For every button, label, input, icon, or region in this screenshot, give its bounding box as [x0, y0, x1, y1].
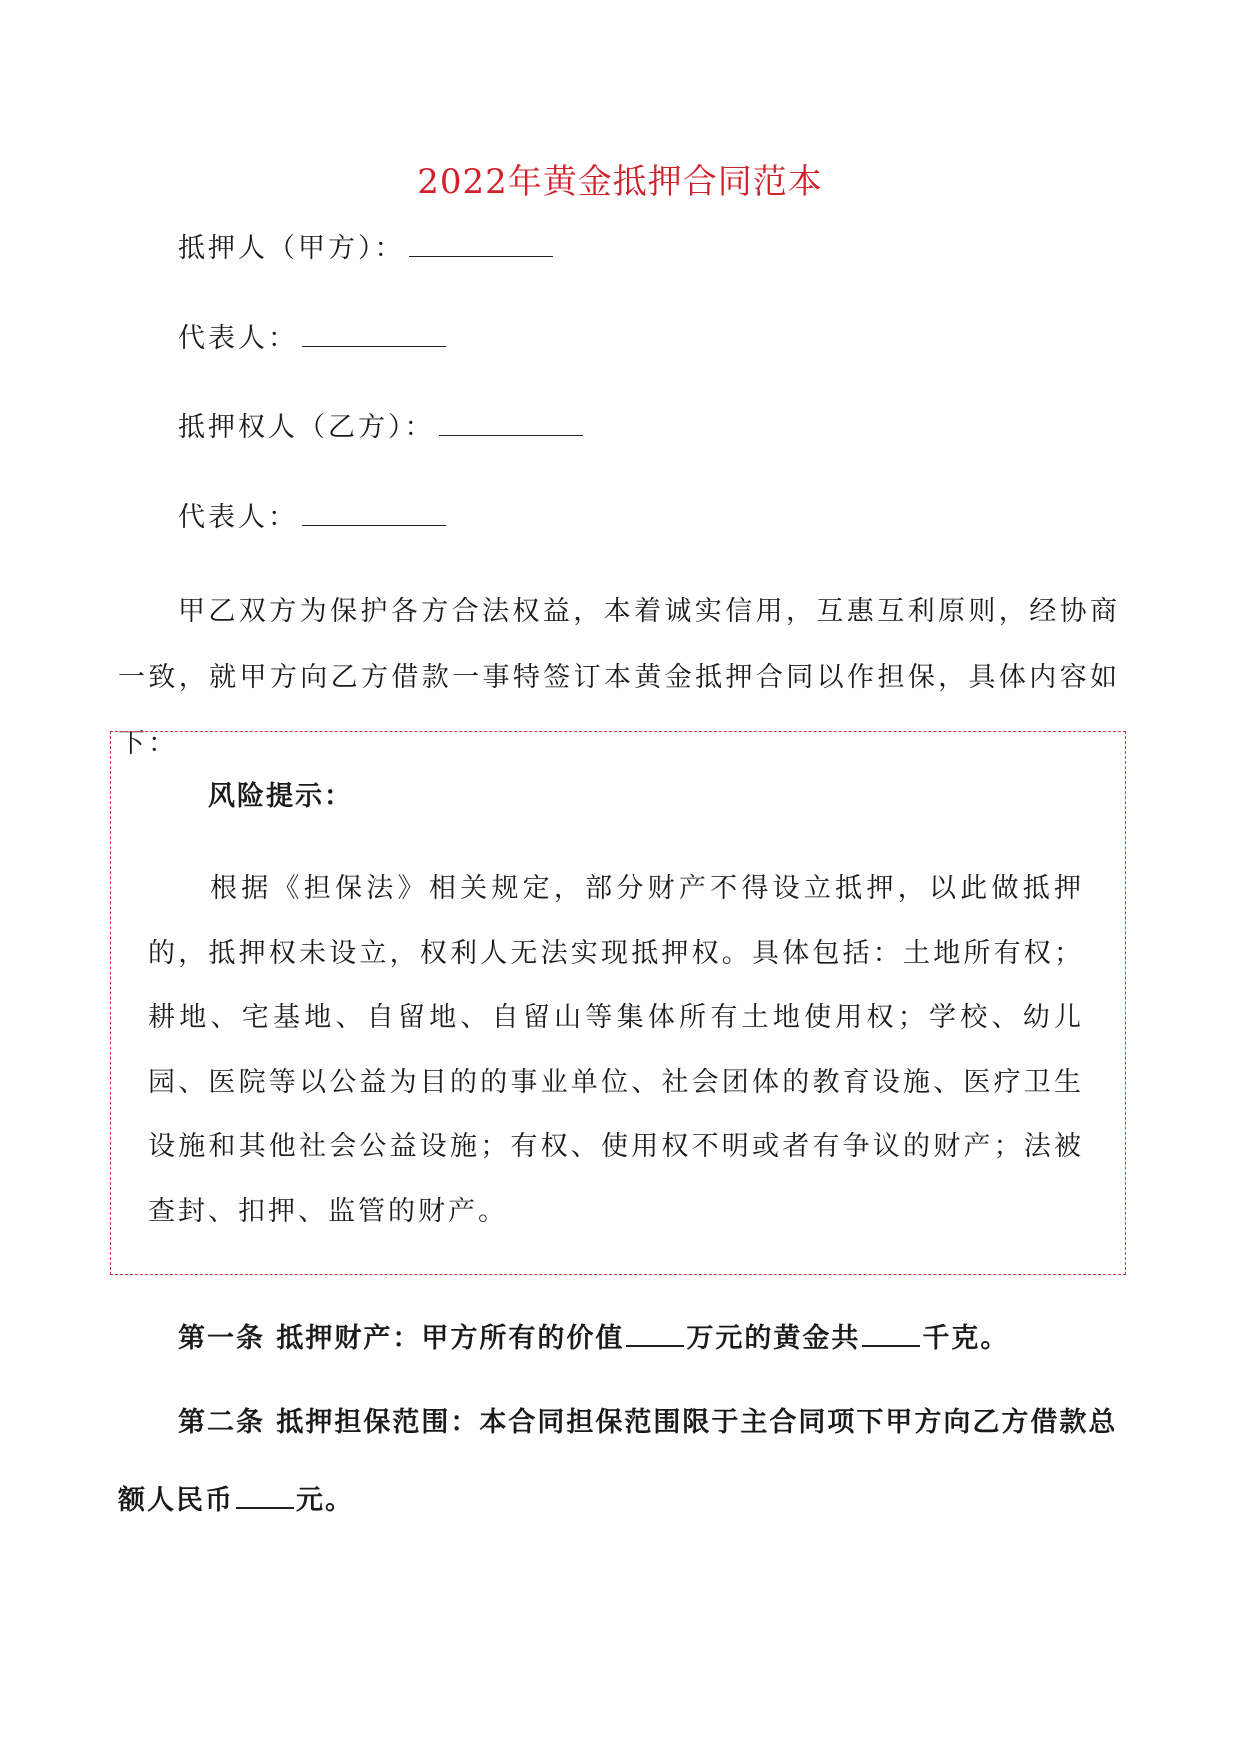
clause-first-weight-blank[interactable] — [862, 1321, 920, 1347]
mortgagor-field — [178, 229, 553, 269]
risk-notice-heading: 风险提示： — [208, 781, 353, 812]
mortgagee-rep-label: 代表人： — [178, 502, 298, 533]
mortgagor-blank[interactable] — [409, 230, 553, 257]
clause-second-label: 第二条 — [178, 1407, 265, 1438]
mortgagor-label: 抵押人（甲方）： — [178, 233, 405, 264]
clause-second-text-1: 抵押担保范围：本合同担保范围限于主合同项下甲方向乙方借款总额人民币 — [118, 1407, 1118, 1516]
clause-first-text-2: 万元的黄金共 — [686, 1323, 861, 1354]
document-title: 2022年黄金抵押合同范本 — [417, 162, 823, 202]
clause-first — [118, 1300, 1128, 1378]
mortgagee-field — [178, 408, 583, 448]
mortgagor-rep-field — [178, 319, 446, 359]
clause-second — [118, 1384, 1128, 1540]
risk-notice-body: 根据《担保法》相关规定，部分财产不得设立抵押，以此做抵押的，抵押权未设立，权利人无法实现抵押权。具体包括：土地所有权；耕地、宅基地、自留地、自留山等集体所有土地使用权；学校、幼儿园、医院等以公益为目的的事业单位、社会团体的教育设施、医疗卫生设施和其他社会公益设施；有权、使用权不明或者有争议的财产；法被查封、扣押、监管的财产。 — [148, 873, 1084, 1227]
intro-paragraph: 甲乙双方为保护各方合法权益，本着诚实信用，互惠互利原则，经协商一致，就甲方向乙方借款一事特签订本黄金抵押合同以作担保，具体内容如下： — [118, 596, 1120, 759]
mortgagee-rep-field — [178, 498, 446, 538]
mortgagee-rep-blank[interactable] — [302, 499, 446, 526]
clause-second-amount-blank[interactable] — [236, 1483, 294, 1509]
clause-second-text-2: 元。 — [296, 1485, 354, 1516]
mortgagee-label: 抵押权人（乙方）： — [178, 412, 435, 443]
mortgagor-rep-label: 代表人： — [178, 323, 298, 354]
mortgagee-blank[interactable] — [439, 409, 583, 436]
clause-first-value-blank[interactable] — [626, 1321, 684, 1347]
clause-first-text-3: 千克。 — [922, 1323, 1010, 1354]
clause-first-text-1: 抵押财产：甲方所有的价值 — [276, 1323, 625, 1354]
clause-first-label: 第一条 — [178, 1323, 265, 1354]
mortgagor-rep-blank[interactable] — [302, 320, 446, 347]
